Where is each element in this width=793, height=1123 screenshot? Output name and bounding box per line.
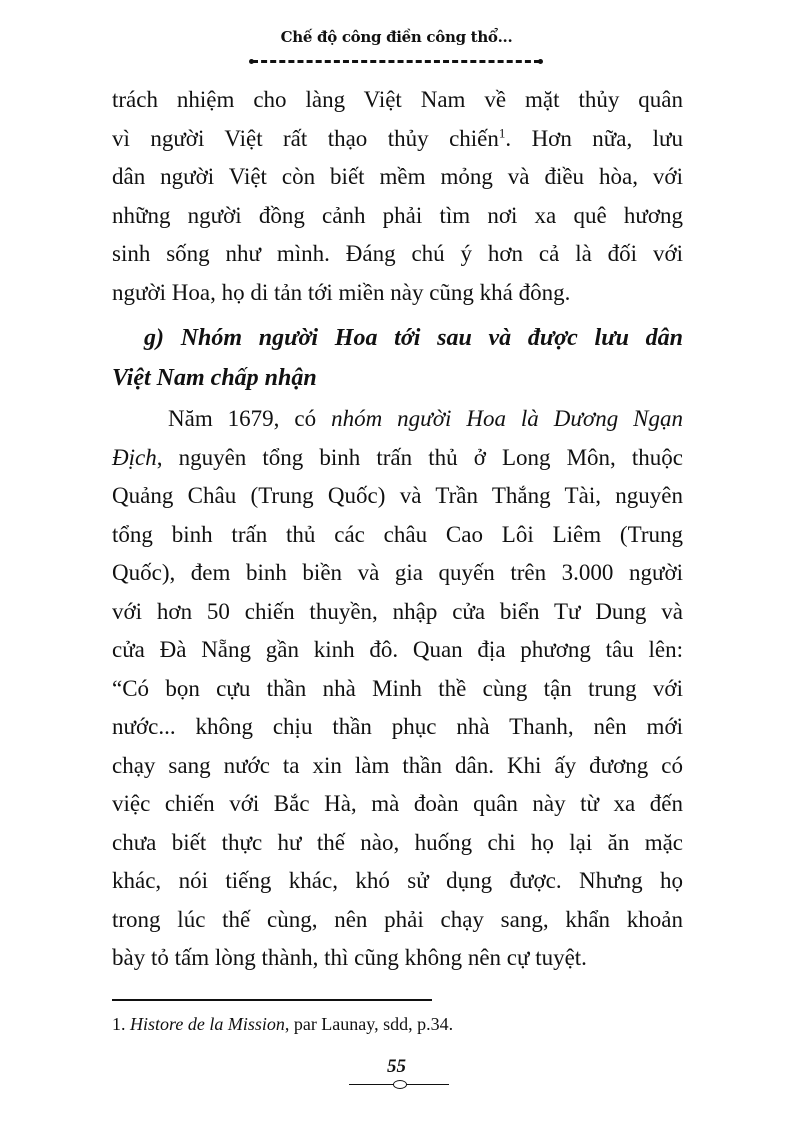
text-line [112, 747, 683, 786]
text-line [112, 235, 683, 274]
text-line [112, 197, 683, 236]
text-segment: việc chiến với Bắc Hà, mà đoàn quân này từ xa đến [112, 791, 683, 816]
text-segment: dân người Việt còn biết mềm mỏng và điều hòa, với [112, 164, 683, 189]
heading-line: g) Nhóm người Hoa tới sau và được lưu dân [144, 325, 683, 351]
text-segment: người Hoa, họ di tản tới miền này cũng khá đông. [112, 279, 571, 305]
heading-line: Việt Nam chấp nhận [112, 365, 317, 391]
text-segment: nước... không chịu thần phục nhà Thanh, nên mới [112, 714, 683, 739]
text-segment: Năm 1679, có [168, 406, 332, 431]
text-segment: trách nhiệm cho làng Việt Nam về mặt thủy quân [112, 87, 683, 112]
text-segment: với hơn 50 chiến thuyền, nhập cửa biển Tư Dung và [112, 598, 683, 624]
text-segment: cửa Đà Nẵng gần kinh đô. Quan địa phương tâu lên: [112, 637, 683, 662]
text-line [112, 274, 683, 313]
text-line [112, 939, 683, 978]
text-line [112, 708, 683, 747]
text-line [112, 554, 683, 593]
text-segment: bày tỏ tấm lòng thành, thì cũng không nên cự tuyệt. [112, 945, 587, 970]
paragraph-2 [112, 400, 683, 978]
text-line [112, 516, 683, 555]
page-number-ornament [349, 1084, 449, 1085]
header-divider [252, 60, 540, 63]
text-segment: , nguyên tổng binh trấn thủ ở Long Môn, thuộc [156, 444, 683, 470]
text-line [112, 824, 683, 863]
text-segment: Quốc), đem binh biền và gia quyến trên 3.000 người [112, 560, 683, 585]
text-segment: Quảng Châu (Trung Quốc) và Trần Thắng Tài, nguyên [112, 483, 683, 508]
text-segment: “Có bọn cựu thần nhà Minh thề cùng tận trung với [112, 675, 683, 701]
text-segment: tổng binh trấn thủ các châu Cao Lôi Liêm (Trung [112, 521, 683, 547]
text-segment: chạy sang nước ta xin làm thần dân. Khi ấy đương có [112, 752, 683, 778]
text-segment: sinh sống như mình. Đáng chú ý hơn cả là đối với [112, 241, 683, 266]
text-segment: những người đồng cảnh phải tìm nơi xa quê hương [112, 202, 683, 228]
footnote-ref: 1 [498, 124, 506, 140]
text-segment: chưa biết thực hư thế nào, huống chi họ lại ăn mặc [112, 829, 683, 855]
page-number: 55 [387, 1056, 406, 1077]
text-line [112, 439, 683, 478]
section-heading [112, 318, 683, 398]
text-segment: Địch [112, 444, 157, 470]
text-line [112, 901, 683, 940]
text-line [112, 81, 683, 120]
text-line [112, 593, 683, 632]
text-line [112, 631, 683, 670]
text-segment: trong lúc thế cùng, nên phải chạy sang, khẩn khoản [112, 906, 683, 932]
footnote-title: Histore de la Mission [130, 1014, 285, 1034]
text-segment: . Hơn nữa, lưu [505, 125, 684, 151]
paragraph-1 [112, 81, 683, 312]
footnote-number: 1. [112, 1014, 130, 1034]
text-line [112, 477, 683, 516]
text-line [112, 785, 683, 824]
running-header: Chế độ công điền công thổ... [280, 28, 513, 46]
text-line [112, 400, 683, 439]
footnote [112, 1014, 453, 1035]
text-line [112, 862, 683, 901]
text-segment: vì người Việt rất thạo thủy chiến [112, 125, 499, 151]
text-line [112, 670, 683, 709]
footnote-rule [112, 999, 432, 1001]
footnote-text: , par Launay, sdd, p.34. [284, 1014, 454, 1034]
text-line [112, 120, 683, 159]
text-segment: nhóm người Hoa là Dương Ngạn [331, 406, 684, 431]
text-line [112, 158, 683, 197]
text-segment: khác, nói tiếng khác, khó sử dụng được. Nhưng họ [112, 868, 683, 893]
